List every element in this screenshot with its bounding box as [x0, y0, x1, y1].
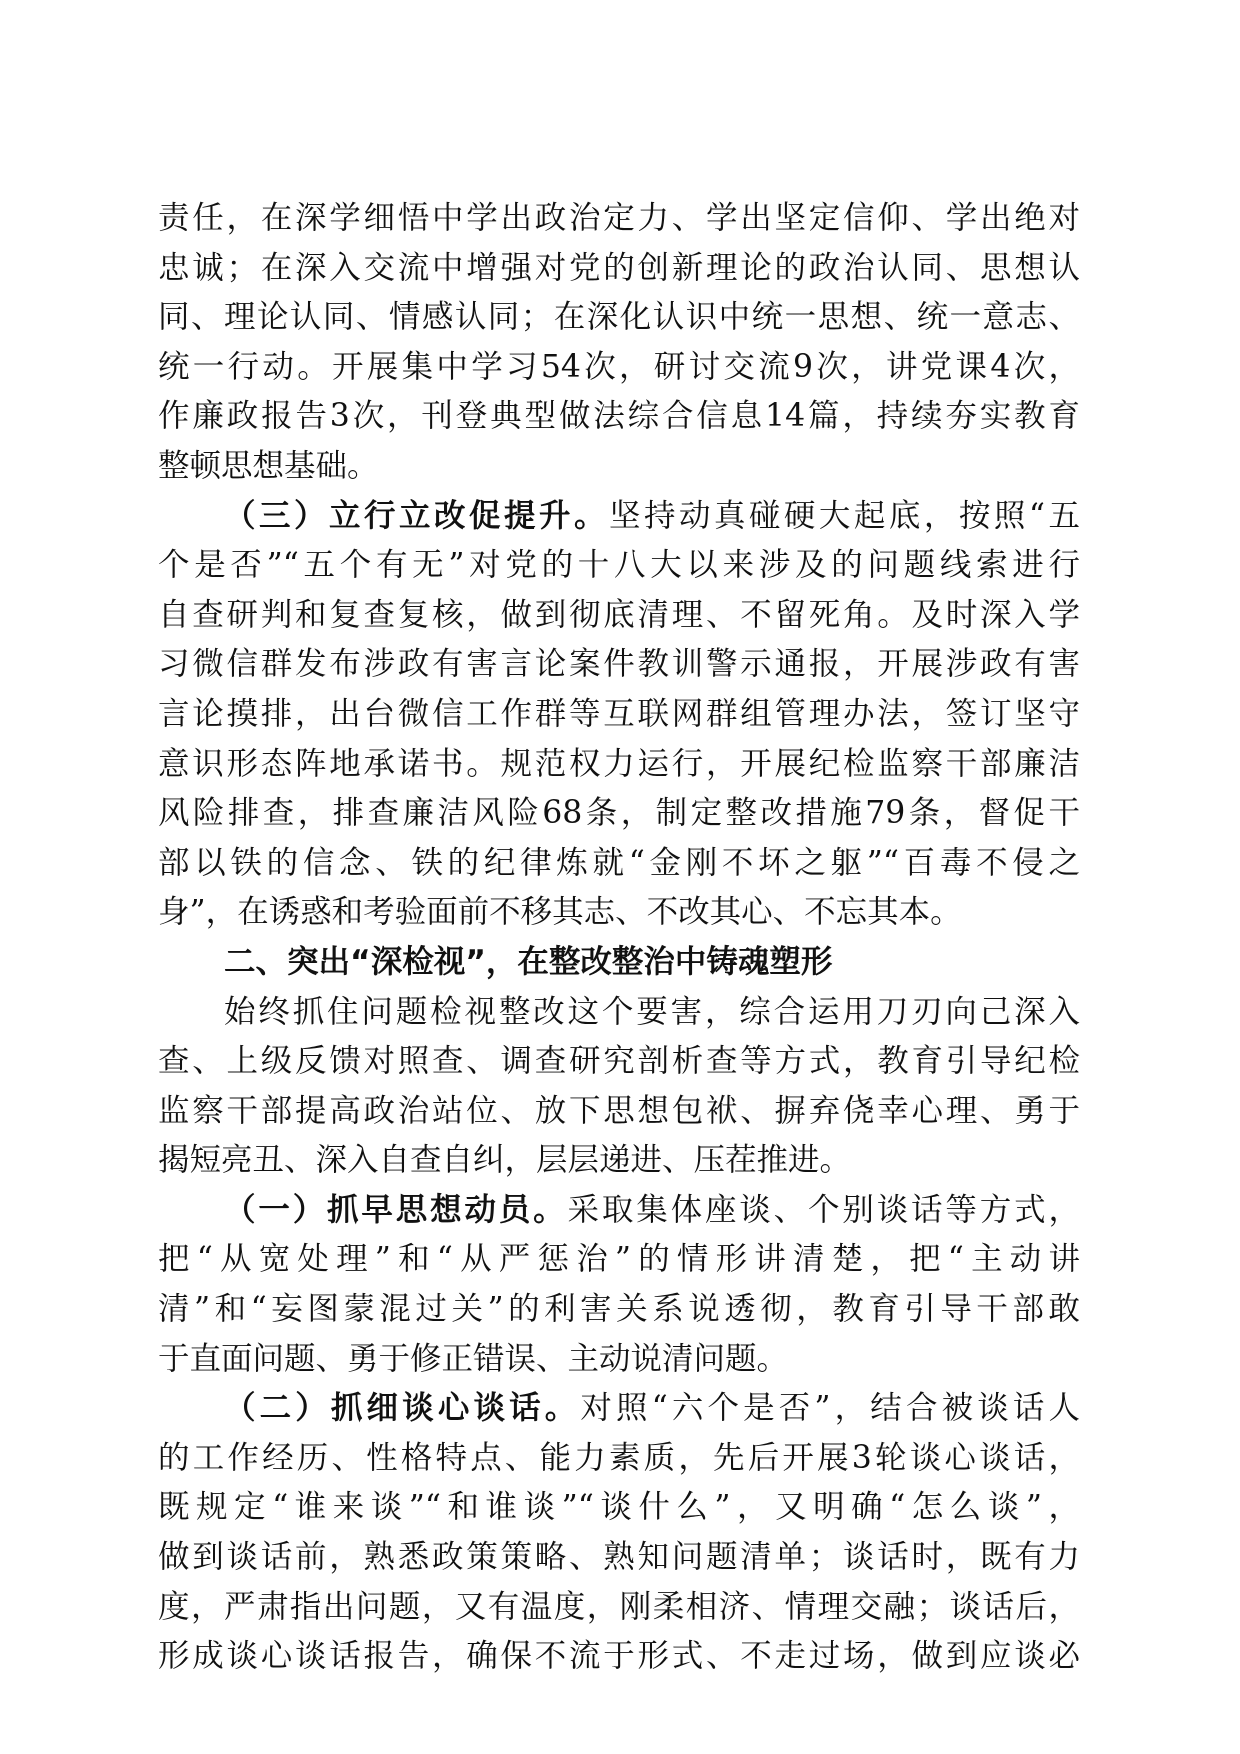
text-line: 监察干部提高政治站位、放下思想包袱、摒弃侥幸心理、勇于: [158, 1092, 1080, 1129]
text-line: 同、理论认同、情感认同；在深化认识中统一思想、统一意志、: [158, 299, 1080, 336]
text-line: 做到谈话前，熟悉政策策略、熟知问题清单；谈话时，既有力: [158, 1539, 1080, 1576]
subsection-title: （一）抓早思想动员。: [224, 1191, 568, 1228]
text-line: 忠诚；在深入交流中增强对党的创新理论的政治认同、思想认: [158, 249, 1080, 286]
text-line: 把“从宽处理”和“从严惩治”的情形讲清楚，把“主动讲: [158, 1241, 1080, 1278]
subsection-first-line: [158, 1186, 1080, 1236]
section-heading: 二、突出“深检视”，在整改整治中铸魂塑形: [224, 943, 833, 980]
text-line: 部以铁的信念、铁的纪律炼就“金刚不坏之躯”“百毒不侵之: [158, 844, 1080, 881]
subsection-text: 采取集体座谈、个别谈话等方式，: [567, 1191, 1080, 1228]
text-line: 始终抓住问题检视整改这个要害，综合运用刀刃向己深入: [224, 993, 1080, 1030]
text-line: 既规定“谁来谈”“和谁谈”“谈什么”，又明确“怎么谈”，: [158, 1489, 1080, 1526]
text-line: 习微信群发布涉政有害言论案件教训警示通报，开展涉政有害: [158, 646, 1080, 683]
text-line: 形成谈心谈话报告，确保不流于形式、不走过场，做到应谈必: [158, 1638, 1080, 1675]
text-line: 整顿思想基础。: [158, 447, 379, 484]
text-line: 度，严肃指出问题，又有温度，刚柔相济、情理交融；谈话后，: [158, 1588, 1080, 1625]
text-line: 个是否”“五个有无”对党的十八大以来涉及的问题线索进行: [158, 547, 1080, 584]
text-line: 查、上级反馈对照查、调查研究剖析查等方式，教育引导纪检: [158, 1043, 1080, 1080]
subsection-text: 对照“六个是否”，结合被谈话人: [580, 1390, 1080, 1427]
text-line: 揭短亮丑、深入自查自纠，层层递进、压茬推进。: [158, 1142, 852, 1179]
text-line: 自查研判和复查复核，做到彻底清理、不留死角。及时深入学: [158, 596, 1080, 633]
text-line: 意识形态阵地承诺书。规范权力运行，开展纪检监察干部廉洁: [158, 745, 1080, 782]
text-line: 清”和“妄图蒙混过关”的利害关系说透彻，教育引导干部敢: [158, 1291, 1080, 1328]
subsection-first-line: [158, 492, 1080, 542]
subsection-first-line: [158, 1384, 1080, 1434]
text-line: 于直面问题、勇于修正错误、主动说清问题。: [158, 1340, 789, 1377]
subsection-text: 坚持动真碰硬大起底，按照“五: [608, 497, 1080, 534]
subsection-title: （二）抓细谈心谈话。: [224, 1390, 581, 1427]
text-line: 责任，在深学细悟中学出政治定力、学出坚定信仰、学出绝对: [158, 200, 1080, 236]
subsection-title: （三）立行立改促提升。: [224, 497, 609, 534]
text-line: 言论摸排，出台微信工作群等互联网群组管理办法，签订坚守: [158, 695, 1080, 732]
document-body: [158, 194, 1080, 1682]
text-line: 统一行动。开展集中学习54次，研讨交流9次，讲党课4次，: [158, 348, 1080, 385]
text-line: 的工作经历、性格特点、能力素质，先后开展3轮谈心谈话，: [158, 1439, 1080, 1476]
text-line: 作廉政报告3次，刊登典型做法综合信息14篇，持续夯实教育: [158, 398, 1080, 435]
text-line: 身”，在诱惑和考验面前不移其志、不改其心、不忘其本。: [158, 894, 962, 931]
text-line: 风险排查，排查廉洁风险68条，制定整改措施79条，督促干: [158, 795, 1080, 832]
